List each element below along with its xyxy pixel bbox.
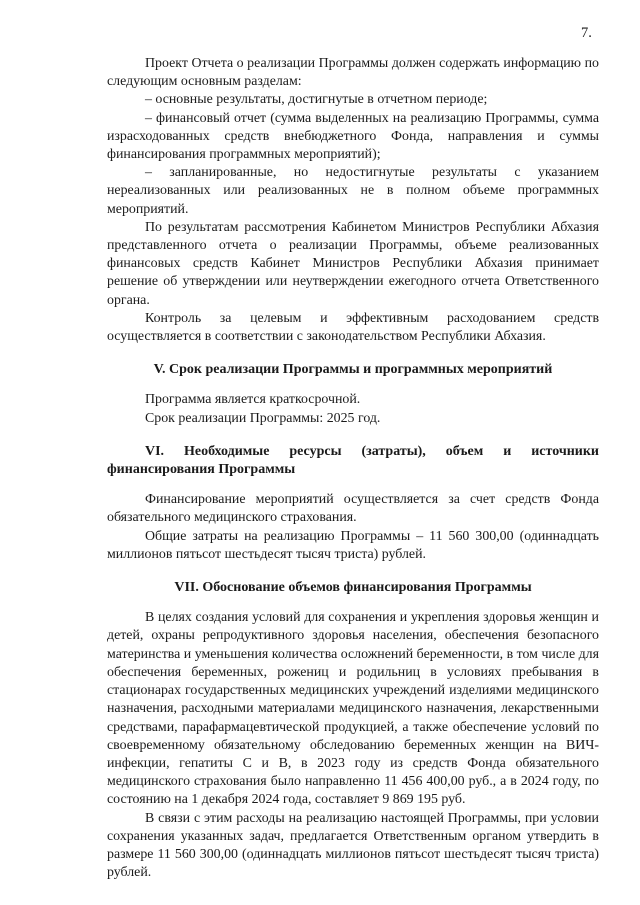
section-6-heading: VI. Необходимые ресурсы (затраты), объем и источники финансирования Программы bbox=[107, 443, 599, 478]
list-item: – финансовый отчет (сумма выделенных на реализацию Программы, сумма израсходованных средств внебюджетного Фонда, направления и суммы финансирования программных мероприятий); bbox=[107, 110, 599, 163]
intro-paragraph: Проект Отчета о реализации Программы должен содержать информацию по следующим основным разделам: bbox=[107, 56, 599, 90]
section-5-paragraph: Программа является краткосрочной. bbox=[145, 392, 361, 408]
section-7-paragraph: В целях создания условий для сохранения и укрепления здоровья женщин и детей, охраны репродуктивного здоровья населения, обеспечения безопасного материнства и уменьшения количества осложнений беременности, в том числе для обеспечения беременных, рожениц и родильниц в условиях пребывания в стационарах государственных медицинских учреждений изделиями медицинского назначения, расходными материалами медицинского назначения, лекарственными средствами, парафармацевтической продукцией, а также обеспечение условий по своевременному обязательному обследованию беременных женщин на ВИЧ-инфекции, гепатиты С и В, в 2023 году из средств Фонда обязательного медицинского страхования было направленно 11 456 400,00 руб., а в 2024 году, по состоянию на 1 декабря 2024 года, составляет 9 869 195 руб. bbox=[107, 610, 599, 808]
section-6-paragraph: Общие затраты на реализацию Программы – 11 560 300,00 (одиннадцать миллионов пятьсот шестьдесят тысяч триста) рублей. bbox=[107, 528, 599, 562]
list-item: – запланированные, но недостигнутые результаты с указанием нереализованных или реализованных не в полном объеме программных мероприятий. bbox=[107, 165, 599, 217]
list-item: – основные результаты, достигнутые в отчетном периоде; bbox=[145, 92, 488, 108]
section-5-heading: V. Срок реализации Программы и программных мероприятий bbox=[153, 362, 553, 378]
page-number: 7. bbox=[581, 25, 592, 41]
control-paragraph: Контроль за целевым и эффективным расходованием средств осуществляется в соответствии с законодательством Республики Абхазия. bbox=[107, 310, 599, 345]
section-6-paragraph: Финансирование мероприятий осуществляется за счет средств Фонда обязательного медицинского страхования. bbox=[107, 492, 599, 526]
section-7-paragraph: В связи с этим расходы на реализацию настоящей Программы, при условии сохранения указанных задач, предлагается Ответственным органом утвердить в размере 11 560 300,00 (одиннадцать миллионов пятьсот шестьдесят тысяч триста) рублей. bbox=[107, 810, 599, 881]
document-body bbox=[107, 55, 599, 882]
section-5-paragraph: Срок реализации Программы: 2025 год. bbox=[145, 410, 381, 426]
results-paragraph: По результатам рассмотрения Кабинетом Министров Республики Абхазия представленного отчета о реализации Программы, объеме реализованных финансовых средств Кабинет Министров Республики Абхазия принимает решение об утверждении или неутверждении ежегодного отчета Ответственного органа. bbox=[107, 219, 599, 308]
section-7-heading: VII. Обоснование объемов финансирования Программы bbox=[174, 580, 532, 596]
